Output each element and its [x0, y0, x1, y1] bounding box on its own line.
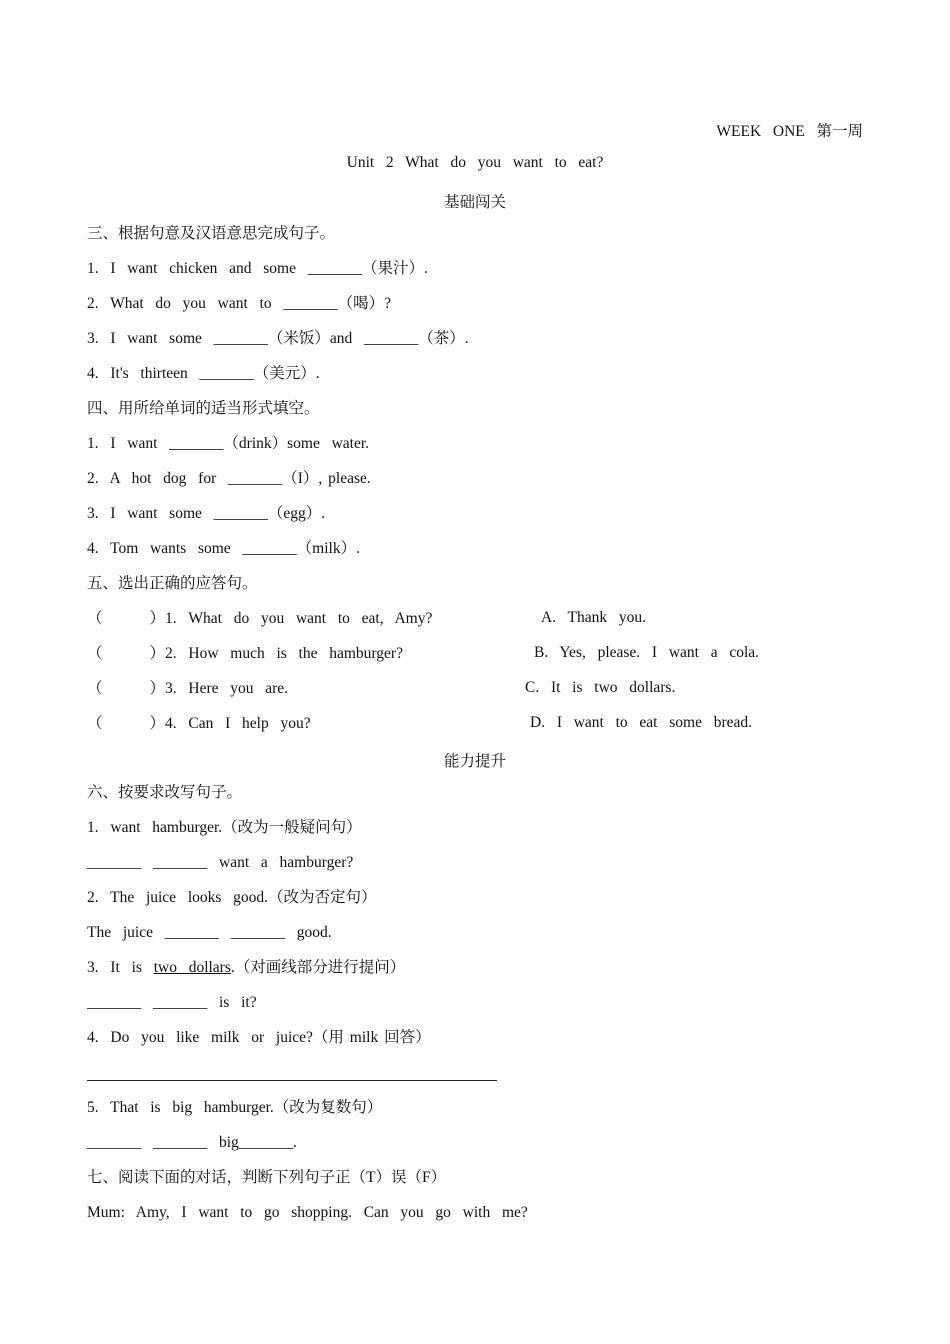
s4-item-4: 4. Tom wants some _______（milk）. [87, 540, 360, 557]
s5-answer-b: B. Yes, please. I want a cola. [534, 644, 760, 661]
s6-question-5: 5. That is big hamburger.（改为复数句） [87, 1099, 383, 1116]
section-4-heading: 四、用所给单词的适当形式填空。 [87, 400, 320, 417]
s7-dialogue-line-1: Mum: Amy, I want to go shopping. Can you go with me? [87, 1204, 528, 1221]
week-label: WEEK ONE 第一周 [716, 123, 863, 140]
section-7-heading: 七、阅读下面的对话，判断下列句子正（T）误（F） [87, 1169, 447, 1186]
s5-question-1: （ ）1. What do you want to eat, Amy? [87, 610, 433, 627]
s6-answer-5: _______ _______ big_______. [87, 1134, 297, 1151]
s6-q3-prefix: 3. It is [87, 959, 154, 976]
s6-question-1: 1. want hamburger.（改为一般疑问句） [87, 819, 362, 836]
unit-title: Unit 2 What do you want to eat? [346, 154, 604, 171]
s3-item-2: 2. What do you want to _______（喝）? [87, 295, 391, 312]
s6-q3-underlined: two dollars [153, 959, 231, 976]
s6-answer-1: _______ _______ want a hamburger? [87, 854, 354, 871]
s5-answer-c: C. It is two dollars. [525, 679, 676, 696]
section-5-heading: 五、选出正确的应答句。 [87, 575, 258, 592]
s6-answer-2: The juice _______ _______ good. [87, 924, 332, 941]
section-advanced-heading: 能力提升 [443, 753, 506, 770]
s5-question-4: （ ）4. Can I help you? [87, 715, 311, 732]
s6-question-4: 4. Do you like milk or juice?（用 milk 回答） [87, 1029, 431, 1046]
s6-answer-3: _______ _______ is it? [87, 994, 257, 1011]
s5-answer-d: D. I want to eat some bread. [530, 714, 752, 731]
s3-item-4: 4. It's thirteen _______（美元）. [87, 365, 320, 382]
s5-answer-a: A. Thank you. [541, 609, 647, 626]
s6-question-3 [87, 958, 405, 978]
s4-item-3: 3. I want some _______（egg）. [87, 505, 326, 522]
s4-item-2: 2. A hot dog for _______（I）, please. [87, 470, 371, 487]
section-basic-heading: 基础闯关 [443, 194, 506, 211]
s3-item-1: 1. I want chicken and some _______（果汁）. [87, 260, 428, 277]
s6-answer-4-line [87, 1080, 497, 1081]
s5-question-2: （ ）2. How much is the hamburger? [87, 645, 403, 662]
s6-question-2: 2. The juice looks good.（改为否定句） [87, 889, 377, 906]
s5-question-3: （ ）3. Here you are. [87, 680, 289, 697]
s6-q3-suffix: .（对画线部分进行提问） [230, 959, 406, 976]
s4-item-1: 1. I want _______（drink）some water. [87, 435, 370, 452]
s3-item-3: 3. I want some _______（米饭）and _______（茶）. [87, 330, 469, 347]
section-6-heading: 六、按要求改写句子。 [87, 784, 243, 801]
section-3-heading: 三、根据句意及汉语意思完成句子。 [87, 225, 336, 242]
